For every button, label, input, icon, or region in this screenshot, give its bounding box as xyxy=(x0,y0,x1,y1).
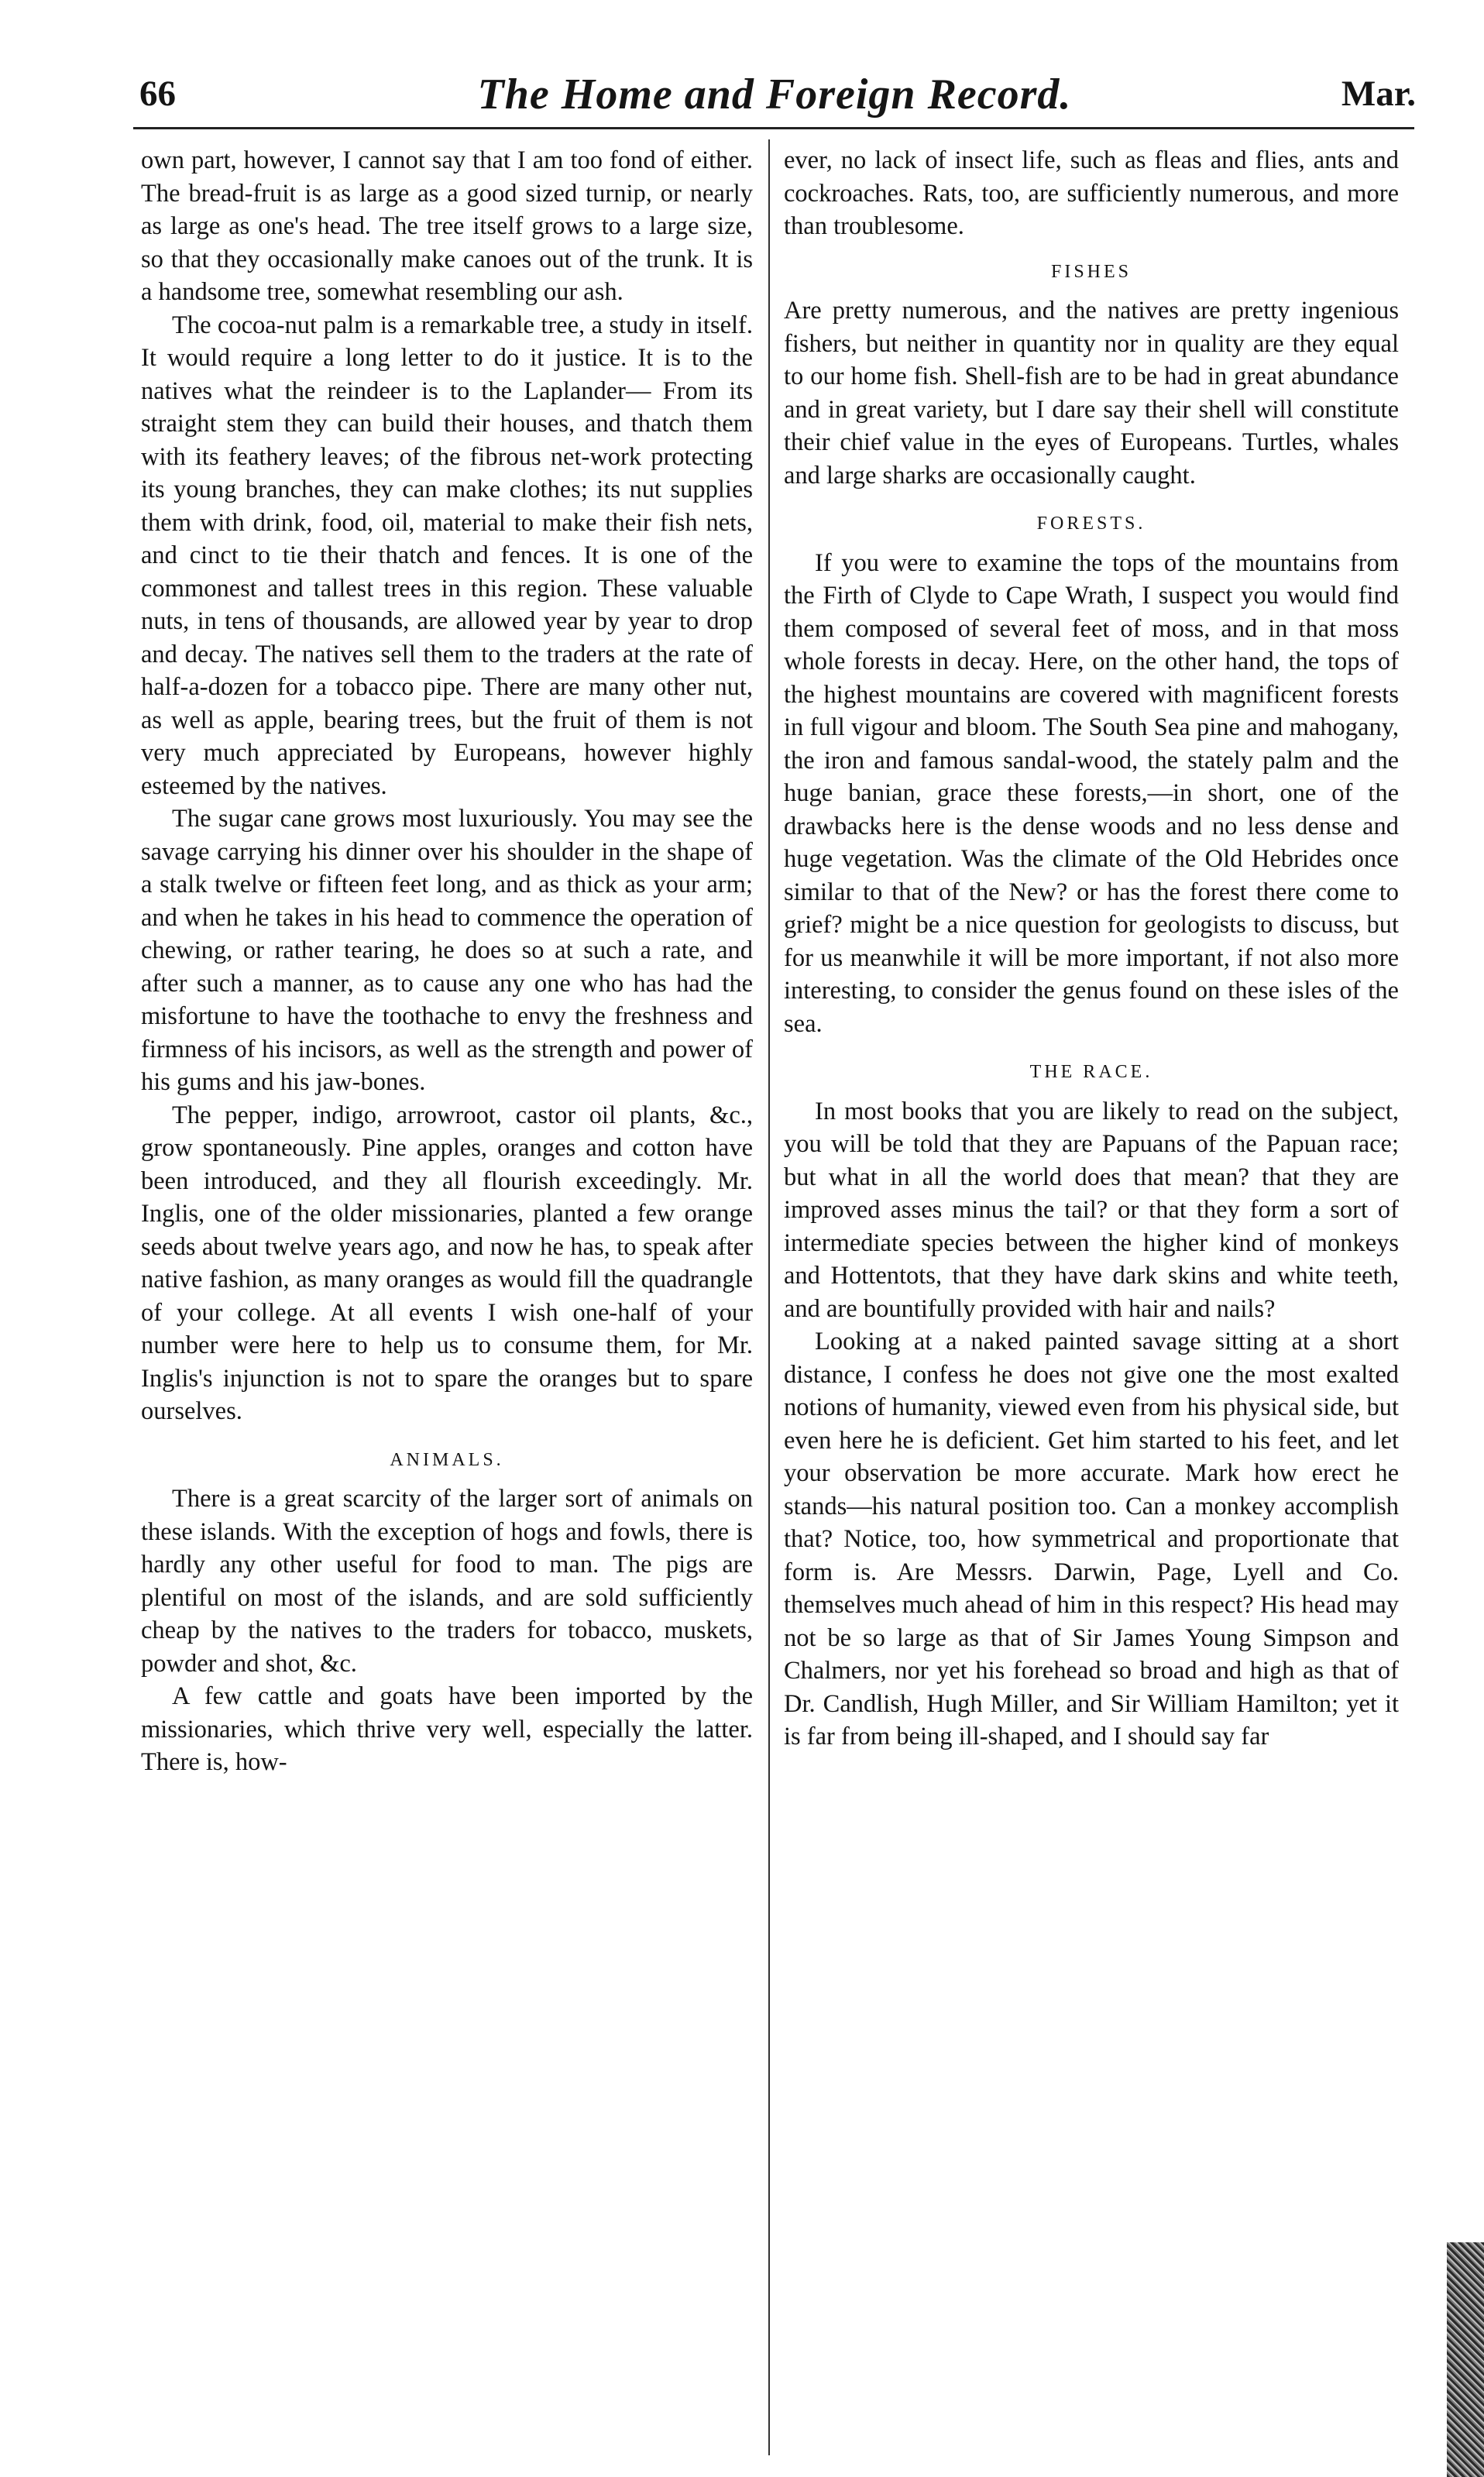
section-heading-fishes: FISHES xyxy=(1050,261,1132,282)
paragraph: own part, however, I cannot say that I am too fond of either. The bread-fruit is as large as a good sized turnip, or nearly as large as one's head. The tree itself grows to a large size, so that they occasionally make canoes out of the trunk. It is a handsome tree, somewhat resembling our ash. xyxy=(141,146,753,306)
running-header xyxy=(133,67,1416,127)
column-divider xyxy=(768,139,770,2455)
paragraph: ever, no lack of insect life, such as fleas and flies, ants and cockroaches. Rats, too, are sufficiently numerous, and more than troublesome. xyxy=(784,146,1399,240)
paragraph: If you were to examine the tops of the mountains from the Firth of Clyde to Cape Wrath, I suspect you would find them composed of several feet of moss, and in that moss whole forests in decay. Here, on the other hand, the tops of the highest mountains are covered with magnificent forests in full vigour and bloom. The South Sea pine and mahogany, the iron and famous sandal-wood, the stately palm and the huge banian, grace these forests,—in short, one of the drawbacks here is the dense woods and no less dense and huge vegetation. Was the climate of the Old Hebrides once similar to that of the New? or has the forest there come to grief? might be a nice question for geologists to discuss, but for us meanwhile it will be more important, if not also more interesting, to consider the genus found on these isles of the sea. xyxy=(784,548,1399,1038)
right-column xyxy=(784,144,1399,1754)
scan-edge-artifact xyxy=(1447,2242,1484,2477)
month-label: Mar. xyxy=(1341,74,1416,114)
section-heading-race: THE RACE. xyxy=(1029,1062,1153,1082)
paragraph: The cocoa-nut palm is a remarkable tree, a study in itself. It would require a long letter to do it justice. It is to the natives what the reindeer is to the Laplander— From its straight stem they can build their houses, and thatch them with its feathery leaves; of the fibrous net-work protecting its young branches, they can make clothes; its nut supplies them with drink, food, oil, material to make their fish nets, and cinct to tie their thatch and fences. It is one of the commonest and tallest trees in this region. These valuable nuts, in tens of thousands, are allowed year by year to drop and decay. The natives sell them to the traders at the rate of half-a-dozen for a tobacco pipe. There are many other nut, as well as apple, bearing trees, but the fruit of them is not very much appreciated by Europeans, however highly esteemed by the natives. xyxy=(141,311,753,800)
journal-title: The Home and Foreign Record. xyxy=(477,70,1072,119)
paragraph: The sugar cane grows most luxuriously. You may see the savage carrying his dinner over his shoulder in the shape of a stalk twelve or fifteen feet long, and as thick as your arm; and when he takes in his head to commence the operation of chewing, or rather tearing, he does so at such a rate, and after such a manner, as to cause any one who has had the misfortune to have the toothache to envy the freshness and firmness of his incisors, as well as the strength and power of his gums and his jaw-bones. xyxy=(141,805,753,1096)
paragraph: Looking at a naked painted savage sitting at a short distance, I confess he does not give one the most exalted notions of humanity, viewed even from his physical side, but even here he is deficient. Get him started to his feet, and let your observation be more accurate. Mark how erect he stands—his natural position too. Can a monkey accomplish that? Notice, too, how symmetrical and proportionate that form is. Are Messrs. Darwin, Page, Lyell and Co. themselves much ahead of him in this respect? His head may not be so large as that of Sir James Young Simpson and Chalmers, nor yet his forehead so broad and high as that of Dr. Candlish, Hugh Miller, and Sir William Hamilton; yet it is far from being ill-shaped, and I should say far xyxy=(784,1328,1399,1750)
section-heading-forests: FORESTS. xyxy=(1036,514,1146,534)
page-number: 66 xyxy=(139,74,176,114)
paragraph: A few cattle and goats have been imported by the missionaries, which thrive very well, especially the latter. There is, how- xyxy=(141,1682,753,1776)
paragraph: The pepper, indigo, arrowroot, castor oil plants, &c., grow spontaneously. Pine apples, oranges and cotton have been introduced, and they all flourish exceedingly. Mr. Inglis, one of the older missionaries, planted a few orange seeds about twelve years ago, and now he has, to speak after native fashion, as many oranges as would fill the quadrangle of your college. At all events I wish one-half of your number were here to help us to consume them, for Mr. Inglis's injunction is not to spare the oranges but to spare ourselves. xyxy=(141,1101,753,1425)
left-column xyxy=(141,144,753,1779)
paragraph: Are pretty numerous, and the natives are pretty ingenious fishers, but neither in quantity nor in quality are they equal to our home fish. Shell-fish are to be had in great abundance and in great variety, but I dare say their shell will constitute their chief value in the eyes of Europeans. Turtles, whales and large sharks are occasionally caught. xyxy=(784,297,1399,490)
header-rule xyxy=(133,127,1414,129)
paragraph: There is a great scarcity of the larger sort of animals on these islands. With the exception of hogs and fowls, there is hardly any other useful for food to man. The pigs are plentiful on most of the islands, and are sold sufficiently cheap by the natives to the traders for tobacco, muskets, powder and shot, &c. xyxy=(141,1485,753,1678)
paragraph: In most books that you are likely to read on the subject, you will be told that they are Papuans of the Papuan race; but what in all the world does that mean? that they are improved asses minus the tail? or that they form a sort of intermediate species between the higher kind of monkeys and Hottentots, that they have dark skins and white teeth, and are bountifully provided with hair and nails? xyxy=(784,1097,1399,1323)
section-heading-animals: ANIMALS. xyxy=(390,1449,504,1470)
